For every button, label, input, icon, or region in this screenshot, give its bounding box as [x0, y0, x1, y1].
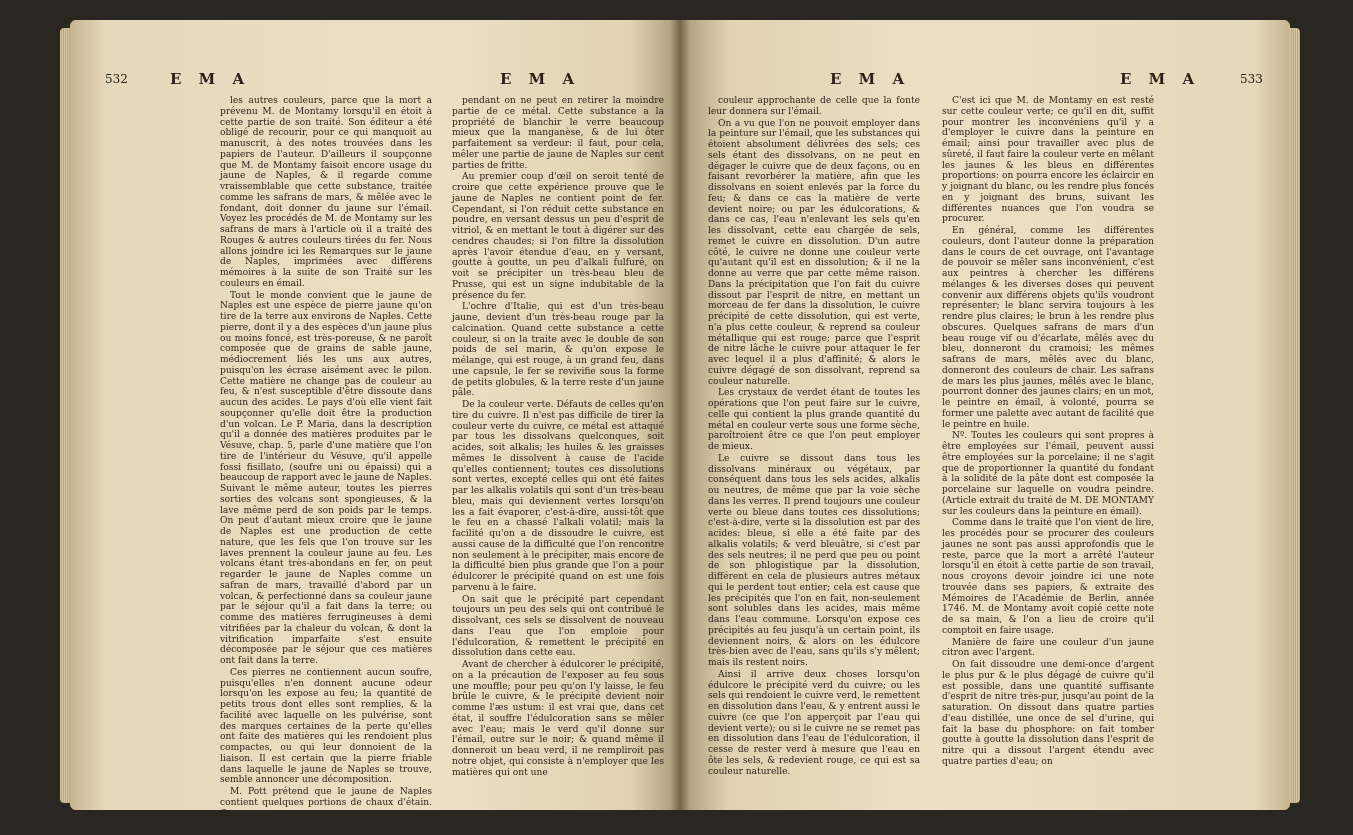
paragraph: Le cuivre se dissout dans tous les dissolvans minéraux ou végétaux, par conséquent dans tous les sels acides, alkalis ou neutres, de même que par la voie sèche dans les verres. Il prend toujours une couleur verte ou bleue dans toutes ces dissolutions; c'est-à-dire, verte si la dissolution est par des acides: bleue, si elle a été faite par des alkalis volatils; & verd bleuâtre, si c'est par des sels neutres; il ne perd que peu ou point de son phlogistique par la dissolution, différent en cela de plusieurs autres métaux qui le perdent tout entier; cela est cause que les précipités que l'on en fait, non-seulement sont solubles dans les acides, mais même dans l'eau commune. Lorsqu'on expose ces précipités au feu jusqu'à un certain point, ils deviennent noirs, & alors on les édulcore très-bien avec de l'eau, sans qu'ils s'y mêlent; mais ils restent noirs.: [708, 453, 920, 668]
paragraph: Les crystaux de verdet étant de toutes les opérations que l'on peut faire sur le cuivre, celle qui contient la plus grande quantité du métal en couleur verte sous une forme sèche, paroîtroient être ce que l'on peut employer de mieux.: [708, 388, 920, 452]
paragraph: L'ochre d'Italie, qui est d'un très-beau jaune, devient d'un très-beau rouge par la calcination. Quand cette substance a cette couleur, si on la traite avec le double de son poids de sel marin, & qu'on expose le mélange, qui est rouge, à un grand feu, dans une capsule, le fer se revivifie sous la forme de petits globules, & la terre reste d'un jaune pâle.: [452, 302, 664, 399]
paragraph: On a vu que l'on ne pouvoit employer dans la peinture sur l'émail, que les substances qui étoient absolument délivrées des sels; ces sels étant des dissolvans, on ne peut en dégager le cuivre que de deux façons, ou en faisant revorbérer la matière, afin que les dissolvans en soient enlevés par la force du feu; & dans ce cas la matière de verte devient noire; ou par les édulcorations, & dans ce cas, l'eau n'enlevant les sels qu'en les dissolvant, cette eau chargée de sels, remet le cuivre en dissolution. D'un autre côté, le cuivre ne donne une couleur verte qu'autant qu'il est en dissolution; & il ne la donne au verre que par cette même raison. Dans la précipitation que l'on fait du cuivre dissout par l'esprit de nitre, en mettant un morceau de fer dans la dissolution, le cuivre précipité de cette dissolution, qui est verte, n'a plus cette couleur, & reprend sa couleur métallique qui est rouge; parce que l'esprit de nitre lâche le cuivre pour attaquer le fer avec lequel il a plus d'affinité; & alors le cuivre dégagé de son dissolvant, reprend sa couleur naturelle.: [708, 118, 920, 387]
right-running-head-1: E M A: [830, 70, 911, 88]
left-running-head-2: E M A: [500, 70, 581, 88]
paragraph: Manière de faire une couleur d'un jaune citron avec l'argent.: [942, 637, 1154, 659]
paragraph: les autres couleurs, parce que la mort a prévenu M. de Montamy lorsqu'il en étoit à cette partie de son traité. Son éditeur a été obligé de recourir, pour ce qui manquoit au manuscrit, à des notes trouvées dans les papiers de l'auteur. D'ailleurs il soupçonne que M. de Montamy faisoit encore usage du jaune de Naples, & il regarde comme vraissemblable que cette substance, traitée comme les safrans de mars, & mêlée avec le fondant, doit donner du jaune sur l'émail. Voyez les procédés de M. de Montamy sur les safrans de mars à l'article où il a traité des Rouges & autres couleurs tirées du fer. Nous allons joindre ici les Remarques sur le jaune de Naples, imprimées avec différens mémoires à la suite de son Traité sur les couleurs en émail.: [220, 96, 432, 289]
right-column-1: [708, 96, 920, 796]
left-column-1: [220, 96, 432, 819]
paragraph: Ces pierres ne contiennent aucun soufre, puisqu'elles n'en donnent aucune odeur lorsqu'on les expose au feu; la quantité de petits trous dont elles sont remplies, & la facilité avec laquelle on les pulvérise, sont des marques certaines de la perte qu'elles ont faite des matières qui les rendoient plus compactes, ou qui leur donnoient de la liaison. Il est certain que la pierre friable dans laquelle le jaune de Naples se trouve, semble annoncer une décomposition.: [220, 667, 432, 786]
right-page-number: 533: [1240, 72, 1263, 86]
left-column-2: [452, 96, 664, 796]
right-page: [680, 20, 1290, 810]
paragraph: pendant on ne peut en retirer la moindre partie de ce métal. Cette substance a la propriété de blanchir le verre beaucoup mieux que la manganèse, & de lui ôter parfaitement sa verdeur: il faut, pour cela, mêler une partie de jaune de Naples sur cent parties de fritte.: [452, 96, 664, 171]
book-gutter: [670, 20, 690, 810]
open-book: [70, 20, 1290, 819]
paragraph: Au premier coup d'œil on seroit tenté de croire que cette expérience prouve que le jaune de Naples ne contient point de fer. Cependant, si l'on réduit cette substance en poudre, en versant dessus un peu d'esprit de vitriol, & en mettant le tout à digérer sur des cendres chaudes; si l'on filtre la dissolution après l'avoir étendue d'eau, en y versant, goutte à goutte, un peu d'alkali fulfuré, on voit se précipiter un très-beau bleu de Prusse, qui est un signe indubitable de la présence du fer.: [452, 172, 664, 301]
paragraph: De la couleur verte. Défauts de celles qu'on tire du cuivre. Il n'est pas difficile de tirer la couleur verte du cuivre, ce métal est attaqué par tous les dissolvans quelconques, soit acides, soit alkalis; les huiles & les graisses mêmes le dissolvent à cause de l'acide qu'elles contiennent; toutes ces dissolutions sont vertes, excepté celles qui ont été faites par les alkalis volatils qui sont d'un très-beau bleu, mais qui deviennent vertes lorsqu'on les a fait évaporer, c'est-à-dire, aussi-tôt que le feu en a chassé l'alkali volatil; mais la facilité qu'on a de dissoudre le cuivre, est aussi cause de la difficulté que l'on rencontre non seulement à le précipiter, mais encore de la difficulté bien plus grande que l'on a pour édulcorer le précipité quand on est une fois parvenu à le faire.: [452, 400, 664, 593]
paragraph: couleur approchante de celle que la fonte leur donnera sur l'émail.: [708, 96, 920, 117]
paragraph: M. Pott prétend que le jaune de Naples contient quelques portions de chaux d'étain. Ce-: [220, 787, 432, 819]
paragraph: On sait que le précipité part cependant toujours un peu des sels qui ont contribué le dissolvant, ces sels se dissolvent de nouveau dans l'eau que l'on emploie pour l'édulcoration, & remettent le précipité en dissolution dans cette eau.: [452, 594, 664, 659]
paragraph: Tout le monde convient que le jaune de Naples est une espèce de pierre jaune qu'on tire de la terre aux environs de Naples. Cette pierre, dont il y a des espèces d'un jaune plus ou moins foncé, est très-poreuse, & ne paroît composée que de grains de sable jaune, médiocrement liés les uns aux autres, puisqu'on les écrase aisément avec le pilon. Cette matière ne change pas de couleur au feu, & n'est susceptible d'être dissoute dans aucun des acides. Le pays d'où elle vient fait soupçonner qu'elle doit être la production d'un volcan. Le P. Maria, dans la description qu'il a donnée des matières produites par le Vésuve, chap. 5, parle d'une matière que l'on tire de l'intérieur du Vésuve, qu'il appelle fossi fisillato, (soufre uni ou épaissi) qui a beaucoup de rapport avec le jaune de Naples. Suivant le même auteur, toutes les pierres sorties des volcans sont spongieuses, & la lave même perd de son poids par le temps. On peut d'autant mieux croire que le jaune de Naples est une production de cette nature, que les fels que l'on trouve sur les laves prennent la couleur jaune au feu. Les volcans étant très-abondans en fer, on peut regarder le jaune de Naples comme un safran de mars, travaillé d'abord par un volcan, & perfectionné dans sa couleur jaune par le séjour qu'il a fait dans la terre; ou comme des matières ferrugineuses à demi vitrifiées par la chaleur du volcan, & dont la vitrification imparfaite s'est ensuite décomposée par le séjour que ces matières ont fait dans la terre.: [220, 290, 432, 666]
right-running-head-2: E M A: [1120, 70, 1201, 88]
paragraph: Comme dans le traité que l'on vient de lire, les procédés pour se procurer des couleurs jaunes ne sont pas aussi approfondis que le reste, parce que la mort a arrêté l'auteur lorsqu'il en étoit à cette partie de son travail, nous croyons devoir joindre ici une note trouvée dans ses papiers, & extraite des Mémoires de l'Académie de Berlin, année 1746. M. de Montamy avoit copié cette note de sa main, & l'on a lieu de croire qu'il comptoit en faire usage.: [942, 518, 1154, 636]
left-page-edges: [60, 28, 70, 803]
left-page: [70, 20, 680, 819]
paragraph: On fait dissoudre une demi-once d'argent le plus pur & le plus dégagé de cuivre qu'il est possible, dans une quantité suffisante d'esprit de nitre très-pur, jusqu'au point de la saturation. On dissout dans quatre parties d'eau distillée, une once de sel d'urine, qui fait la base du phosphore: on fait tomber goutte à goutte la dissolution dans l'esprit de nitre qui a dissout l'argent étendu avec quatre parties d'eau; on: [942, 660, 1154, 767]
paragraph: Nº. Toutes les couleurs qui sont propres à être employées sur l'émail, peuvent aussi être employées sur la porcelaine; il ne s'agit que de proportionner la quantité du fondant à la solidité de la pâte dont est composée la porcelaine sur laquelle on voudra peindre. (Article extrait du traité de M. DE MONTAMY sur les couleurs dans la peinture en émail).: [942, 431, 1154, 517]
right-page-edges: [1290, 28, 1300, 803]
paragraph: En général, comme les différentes couleurs, dont l'auteur donne la préparation dans le cours de cet ouvrage, ont l'avantage de pouvoir se mêler sans inconvénient, c'est aux peintres à chercher les différens mélanges & les diverses doses qui peuvent convenir aux différens objets qu'ils voudront représenter; le blanc servira toujours à les rendre plus claires; le brun à les rendre plus obscures. Quelques safrans de mars d'un beau rouge vif ou d'écarlate, mêlés avec du bleu, donneront du cramoisi; les mêmes safrans de mars, mêlés avec du blanc, donneront des couleurs de chair. Les safrans de mars les plus jaunes, mêlés avec le blanc, pourront donner des jaunes clairs; en un mot, le peintre en émail, à volonté, pourra se former une palette avec autant de facilité que le peintre en huile.: [942, 226, 1154, 430]
paragraph: Avant de chercher à édulcorer le précipité, on a la précaution de l'exposer au feu sous une mouffle; pour peu qu'on l'y laisse, le feu brûle le cuivre, & le précipité devient noir comme l'æs ustum: il est vrai que, dans cet état, il souffre l'édulcoration sans se mêler avec l'eau; mais le verd qu'il donne sur l'émail, outre sur le noir; & quand même il donneroit un beau verd, il ne rempliroit pas notre objet, qui consiste à n'employer que les matières qui ont une: [452, 660, 664, 778]
right-column-2: [942, 96, 1154, 796]
paragraph: Ainsi il arrive deux choses lorsqu'on édulcore le précipité verd du cuivre; ou les sels qui rendoient le cuivre verd, le remettent en dissolution dans l'eau, & y entrent aussi le cuivre (ce que l'on apperçoit par l'eau qui devient verte); ou si le cuivre ne se remet pas en dissolution dans l'eau de l'édulcoration, il cesse de rester verd à mesure que l'eau en ôte les sels, & redevient rouge, ce qui est sa couleur naturelle.: [708, 669, 920, 777]
left-running-head-1: E M A: [170, 70, 251, 88]
paragraph: C'est ici que M. de Montamy en est resté sur cette couleur verte; ce qu'il en dit, suffit pour montrer les inconvéniens qu'il y a d'employer le cuivre dans la peinture en émail; ainsi pour travailler avec plus de sûreté, il faut faire la couleur verte en mêlant les jaunes & les bleus en différentes proportions: on pourra encore les éclaircir en y joignant du blanc, ou les rendre plus foncés en y joignant des bruns, suivant les différentes nuances que l'on voudra se procurer.: [942, 96, 1154, 225]
left-page-number: 532: [105, 72, 128, 86]
